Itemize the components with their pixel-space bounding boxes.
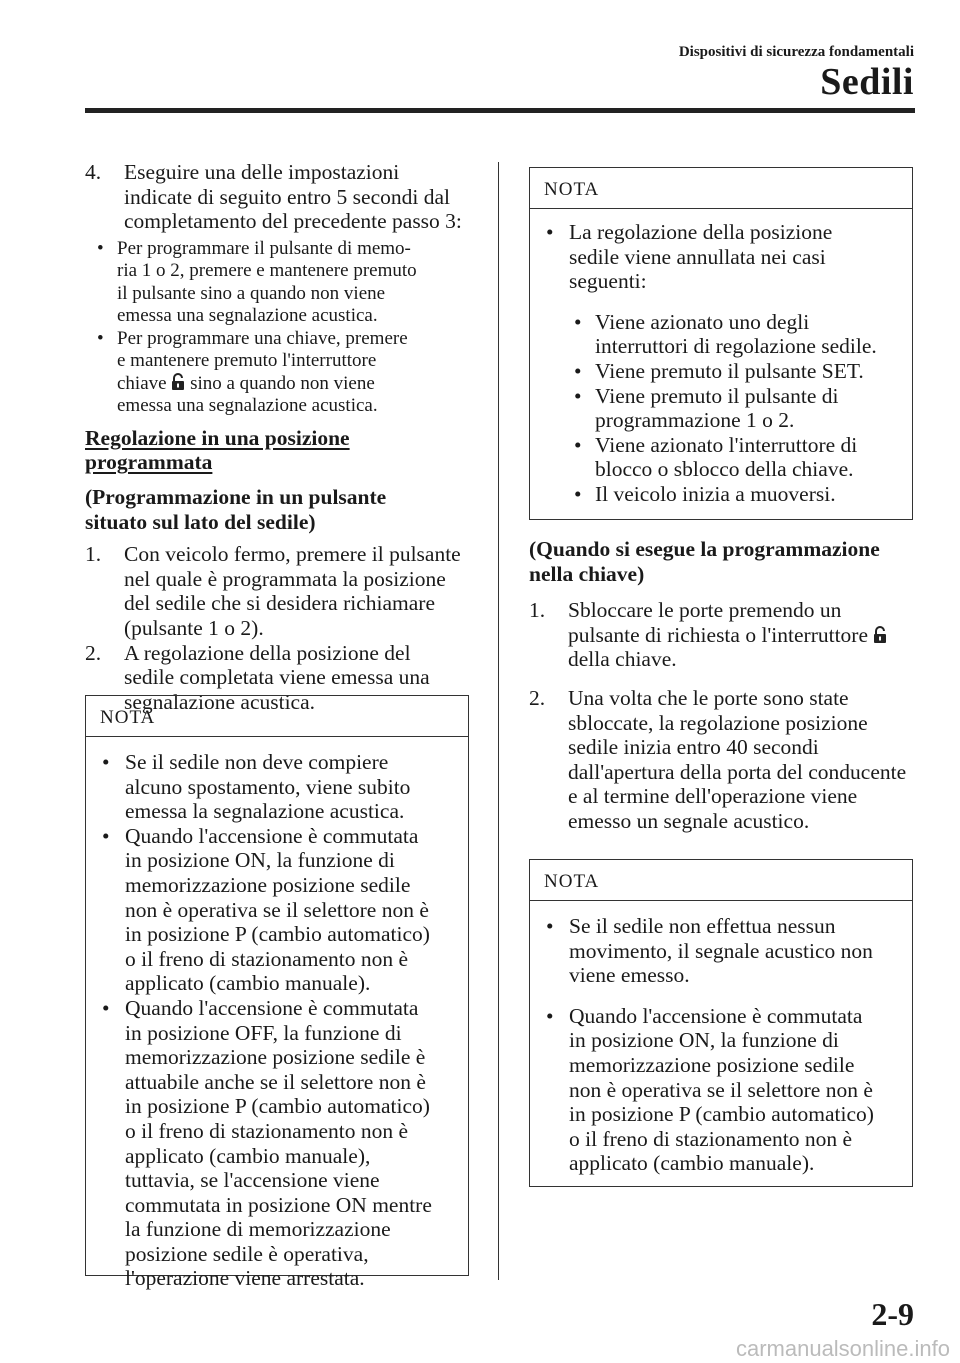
text-line: programmazione 1 o 2.: [595, 408, 795, 433]
text-line: Con veicolo fermo, premere il pulsante: [124, 542, 461, 567]
text-line: in posizione ON, la funzione di: [569, 1028, 839, 1053]
heading-programmed-position: [85, 426, 475, 475]
text-line: posizione sedile è operativa,: [125, 1241, 369, 1266]
text-line: della chiave.: [568, 647, 677, 672]
step-number: 1.: [85, 542, 102, 567]
right-step-1: [529, 598, 919, 672]
text-fragment: pulsante di richiesta o l'interruttore: [568, 622, 869, 647]
text-line: in posizione ON, la funzione di: [125, 848, 395, 873]
bullet: •: [546, 914, 554, 938]
text-line: Eseguire una delle impostazioni: [124, 160, 400, 184]
text-line: sedile inizia entro 40 secondi: [568, 735, 819, 760]
nota-bullet: [86, 996, 458, 1291]
nota-sub-bullet: [530, 433, 912, 482]
page-number: 2-9: [871, 1296, 914, 1332]
heading-line: situato sul lato del sedile): [85, 509, 316, 534]
text-line: Per programmare il pulsante di memo-: [117, 237, 411, 259]
text-line: non è operativa se il selettore non è: [125, 897, 429, 922]
text-line: [117, 373, 475, 396]
text-line: sedile viene annullata nei casi: [569, 244, 826, 269]
text-line: applicato (cambio manuale),: [125, 1143, 371, 1168]
text-line: indicate di seguito entro 5 secondi dal: [124, 184, 450, 209]
text-line: Viene azionato l'interruttore di: [595, 432, 858, 457]
text-line: dall'apertura della porta del conducente: [568, 759, 907, 784]
nota-sub-list: [530, 310, 912, 507]
bullet: •: [546, 1003, 554, 1028]
text-line: sedile completata viene emessa una: [124, 665, 430, 690]
nota-bullet: [530, 220, 912, 294]
left-column: [85, 160, 475, 714]
text-line: sbloccate, la regolazione posizione: [568, 710, 868, 735]
nota-bullet: [86, 750, 458, 824]
step-number: 4.: [85, 160, 102, 184]
heading-line: Regolazione in una posizione: [85, 425, 350, 450]
column-divider: [498, 162, 499, 1280]
text-line: memorizzazione posizione sedile: [569, 1052, 855, 1077]
nota-bullet: [86, 824, 458, 996]
step-1: [85, 542, 475, 640]
text-line: Se il sedile non effettua nessun: [569, 914, 836, 938]
text-line: o il freno di stazionamento non è: [125, 1118, 409, 1143]
text-line: Sbloccare le porte premendo un: [568, 598, 842, 623]
text-line: in posizione OFF, la funzione di: [125, 1020, 402, 1045]
bullet: •: [102, 995, 110, 1020]
step-4-option-button: [85, 238, 475, 328]
bullet: •: [97, 327, 104, 349]
unlock-icon: [873, 626, 887, 644]
text-line: Viene premuto il pulsante SET.: [595, 358, 864, 383]
text-line: interruttori di regolazione sedile.: [595, 334, 877, 359]
text-line: segnalazione acustica.: [124, 689, 316, 714]
text-line: completamento del precedente passo 3:: [124, 209, 462, 234]
text-line: e mantenere premuto l'interruttore: [117, 350, 377, 372]
text-line: emesso un segnale acustico.: [568, 808, 810, 833]
nota-bullet: [530, 1004, 912, 1176]
text-line: emessa la segnalazione acustica.: [125, 799, 405, 824]
heading-seat-button: [85, 485, 475, 534]
nota-label: NOTA: [530, 860, 912, 901]
nota-label: NOTA: [86, 696, 468, 737]
text-line: Una volta che le porte sono state: [568, 685, 849, 710]
text-line: il pulsante sino a quando non viene: [117, 282, 386, 304]
text-line: o il freno di stazionamento non è: [569, 1126, 853, 1151]
right-step-2: [529, 686, 919, 834]
text-line: (pulsante 1 o 2).: [124, 615, 264, 640]
bullet: •: [574, 358, 582, 383]
text-line: seguenti:: [569, 269, 647, 294]
text-line: Quando l'accensione è commutata: [569, 1003, 863, 1028]
text-line: memorizzazione posizione sedile: [125, 872, 411, 897]
bullet: •: [574, 481, 582, 506]
heading-line: programmata: [85, 450, 213, 475]
text-line: Quando l'accensione è commutata: [125, 823, 419, 848]
text-line: nel quale è programmata la posizione: [124, 566, 446, 591]
text-line: in posizione P (cambio automatico): [125, 922, 430, 947]
nota-box-right-bottom: [529, 859, 913, 1187]
text-line: applicato (cambio manuale).: [569, 1151, 815, 1176]
text-line: tuttavia, se l'accensione viene: [125, 1168, 380, 1193]
nota-sub-bullet: [530, 482, 912, 507]
text-line: emessa una segnalazione acustica.: [117, 395, 378, 417]
nota-sub-bullet: [530, 359, 912, 384]
text-line: Per programmare una chiave, premere: [117, 327, 408, 349]
unlock-icon: [171, 373, 185, 391]
step-number: 2.: [529, 685, 546, 710]
right-column: [529, 537, 919, 834]
bullet: •: [574, 309, 582, 334]
heading-line: nella chiave): [529, 561, 645, 586]
text-line: e al termine dell'operazione viene: [568, 784, 858, 809]
text-line: applicato (cambio manuale).: [125, 971, 371, 996]
nota-bullet: [530, 914, 912, 988]
text-line: l'operazione viene arrestata.: [125, 1266, 365, 1291]
step-4-option-key: [85, 328, 475, 418]
text-line: La regolazione della posizione: [569, 220, 833, 244]
bullet: •: [546, 220, 554, 244]
step-number: 1.: [529, 598, 546, 623]
text-fragment: sino a quando non viene: [190, 372, 375, 394]
nota-body: [530, 209, 912, 507]
text-line: la funzione di memorizzazione: [125, 1217, 391, 1242]
nota-body: [530, 901, 912, 1176]
text-line: A regolazione della posizione del: [124, 640, 411, 665]
text-line: blocco o sblocco della chiave.: [595, 457, 854, 482]
text-line: Viene azionato uno degli: [595, 309, 810, 334]
text-line: memorizzazione posizione sedile è: [125, 1045, 426, 1070]
nota-label: NOTA: [530, 168, 912, 209]
bullet: •: [102, 823, 110, 848]
text-line: viene emesso.: [569, 963, 690, 988]
heading-key-programming: [529, 537, 919, 586]
watermark: carmanualsonline.info: [735, 1336, 950, 1361]
text-line: movimento, il segnale acustico non: [569, 938, 873, 963]
heading-line: (Quando si esegue la programmazione: [529, 537, 880, 561]
text-line: commutata in posizione ON mentre: [125, 1192, 432, 1217]
text-line: del sedile che si desidera richiamare: [124, 591, 436, 616]
text-fragment: chiave: [117, 372, 167, 394]
nota-sub-bullet: [530, 384, 912, 433]
text-line: alcuno spostamento, viene subito: [125, 774, 411, 799]
text-line: o il freno di stazionamento non è: [125, 946, 409, 971]
bullet: •: [97, 237, 104, 259]
text-line: ria 1 o 2, premere e mantenere premuto: [117, 260, 417, 282]
text-line: non è operativa se il selettore non è: [569, 1077, 873, 1102]
text-line: Quando l'accensione è commutata: [125, 995, 419, 1020]
page-title: Sedili: [820, 61, 914, 103]
step-4: [85, 160, 475, 234]
nota-body: [86, 737, 468, 1291]
text-line: Se il sedile non deve compiere: [125, 750, 389, 774]
text-line: in posizione P (cambio automatico): [125, 1094, 430, 1119]
step-number: 2.: [85, 640, 102, 665]
text-line: attuabile anche se il selettore non è: [125, 1069, 426, 1094]
text-line: Viene premuto il pulsante di: [595, 383, 839, 408]
text-line: [568, 623, 919, 648]
nota-sub-bullet: [530, 310, 912, 359]
heading-line: (Programmazione in un pulsante: [85, 484, 387, 509]
text-line: Il veicolo inizia a muoversi.: [595, 481, 836, 506]
bullet: •: [574, 432, 582, 457]
header-rule: [85, 108, 915, 113]
bullet: •: [574, 383, 582, 408]
nota-box-right-top: [529, 167, 913, 520]
section-title: Dispositivi di sicurezza fondamentali: [678, 44, 914, 60]
nota-box-left: [85, 695, 469, 1291]
bullet: •: [102, 750, 110, 774]
text-line: emessa una segnalazione acustica.: [117, 305, 378, 327]
text-line: in posizione P (cambio automatico): [569, 1102, 874, 1127]
